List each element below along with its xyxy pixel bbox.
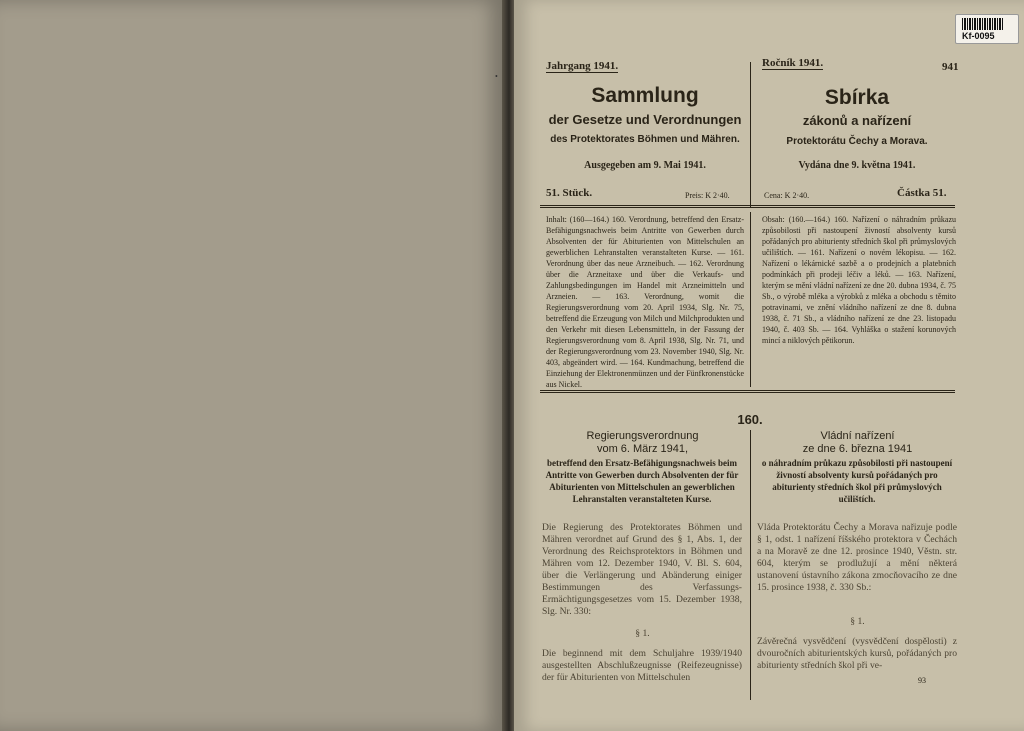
law-de-date: vom 6. März 1941,	[596, 443, 689, 455]
contents-divider	[750, 212, 751, 387]
law-cz-paragraph: § 1.	[850, 616, 865, 627]
title-cz-main: Sbírka	[824, 86, 890, 109]
law-cz-text: Závěrečná vysvědčení (vysvědčení dospělosti) z dvouročních abiturientských kursů, pořádaných pro abiturienty středních škol při ve-	[757, 636, 957, 671]
law-cz-title: Vládní nařízení	[820, 430, 895, 442]
title-de-main: Sammlung	[591, 84, 699, 107]
title-de-protectorate: des Protektorates Böhmen und Mähren.	[550, 134, 740, 145]
law-divider	[750, 430, 751, 700]
left-page	[0, 0, 505, 731]
issued-cz: Vydána dne 9. května 1941.	[798, 160, 916, 171]
margin-mark: •	[495, 72, 498, 81]
barcode-icon	[962, 18, 1004, 30]
price-cz: Cena: K 2·40.	[764, 191, 810, 200]
price-de: Preis: K 2·40.	[685, 191, 730, 200]
title-cz-sub: zákonů a nařízení	[802, 113, 912, 128]
law-de-text: Die beginnend mit dem Schuljahre 1939/1940 ausgestellten Abschlußzeugnisse (Reifezeugnisse) der für Abiturienten von Mittelschulen	[542, 648, 742, 683]
law-de-subject: betreffend den Ersatz-Befähigungsnachweis beim Antritte von Gewerben durch Absolventen der für Abiturienten von Mittelschulen an gewerblichen Lehranstalten veranstalteten Kurse.	[545, 458, 739, 504]
header-rule-bottom	[540, 207, 955, 208]
title-de-sub: der Gesetze und Verordnungen	[548, 112, 742, 127]
barcode-label	[955, 14, 1019, 44]
law-de-title: Regierungsverordnung	[586, 430, 699, 442]
contents-rule-top	[540, 390, 955, 391]
law-cz-date: ze dne 6. března 1941	[802, 443, 913, 455]
header-rule-top	[540, 205, 955, 206]
contents-cz: Obsah: (160.—164.) 160. Nařízení o náhradním průkazu způsobilosti při nastoupení živností absolventy kursů pořádaných pro abiturienty středních škol při průmyslových učilištích. — 161. Nařízení o novém lékopisu. — 162. Nařízení o lékárnické sazbě a o prodejních a platebních podmínkách při prodeji léčiv a léků. — 163. Nařízení, kterým se mění vládní nařízení ze dne 20. dubna 1934, č. 75 Sb., o výrobě mléka a výrobků z mléka a obchodu s těmito potravinami, ve znění vládního nařízení ze dne 8. dubna 1938, č. 71 Sb., a vládního nařízení ze dne 23. listopadu 1940, č. 403 Sb. — 164. Vyhláška o stažení korunových mincí a niklových pětikorun.	[762, 215, 956, 345]
law-cz-subject: o náhradním průkazu způsobilosti při nastoupení živností absolventy kursů pořádaných pro abiturienty středních škol při průmyslových učilištích.	[761, 458, 953, 504]
header-divider	[750, 62, 751, 207]
piece-cz: Částka 51.	[897, 187, 947, 199]
law-de-preamble: Die Regierung des Protektorates Böhmen und Mähren verordnet auf Grund des § 1, Abs. 1, der Verordnung des Reichsprotektors in Böhmen und Mähren vom 12. Dezember 1940, V. Bl. S. 604, über die Verlängerung und Abänderung einiger Bestimmungen des Verfassungs-Ermächtigungsgesetzes vom 15. Dezember 1938, Slg. Nr. 330:	[542, 522, 742, 617]
contents-de: Inhalt: (160—164.) 160. Verordnung, betreffend den Ersatz-Befähigungsnachweis beim Antritte von Gewerben durch Absolventen der für Abiturienten von Mittelschulen an gewerblichen Lehranstalten veranstalteten Kurse. — 161. Verordnung über das neue Arzneibuch. — 162. Verordnung über die Arzneitaxe und über die Verkaufs- und Zahlungsbedingungen im Handel mit Arzneimitteln und Arzneien. — 163. Verordnung, womit die Regierungsverordnung vom 20. April 1934, Slg. Nr. 75, betreffend die Erzeugung von Milch und Milchprodukten und den Verkehr mit diesen Lebensmitteln, in der Fassung der Regierungsverordnung vom 8. April 1938, Slg. Nr. 71, und der Regierungsverordnung vom 23. November 1940, Slg. Nr. 403, abgeändert wird. — 164. Kundmachung, betreffend die Einziehung der Elektronenmünzen und der Fünfkronenstücke aus Nickel.	[546, 215, 744, 389]
footer-number: 93	[918, 676, 926, 685]
law-number: 160.	[737, 412, 763, 427]
year-cz: Ročník 1941.	[762, 57, 824, 69]
barcode-code: Kf-0095	[962, 31, 995, 41]
law-cz-preamble: Vláda Protektorátu Čechy a Morava nařizuje podle § 1, odst. 1 nařízení říšského protektora v Čechách a na Moravě ze dne 12. prosince 1940, Věstn. str. 604, kterým se prodlužují a mění některá ustanovení ústavního zákona zmocňovacího ze dne 15. prosince 1938, č. 330 Sb.:	[757, 522, 957, 593]
piece-de: 51. Stück.	[546, 187, 593, 199]
law-de-paragraph: § 1.	[635, 628, 650, 639]
issued-de: Ausgegeben am 9. Mai 1941.	[584, 160, 706, 171]
title-cz-protectorate: Protektorátu Čechy a Morava.	[786, 136, 928, 147]
page-number: 941	[942, 61, 959, 73]
contents-rule-bottom	[540, 392, 955, 393]
year-de: Jahrgang 1941.	[546, 60, 619, 72]
